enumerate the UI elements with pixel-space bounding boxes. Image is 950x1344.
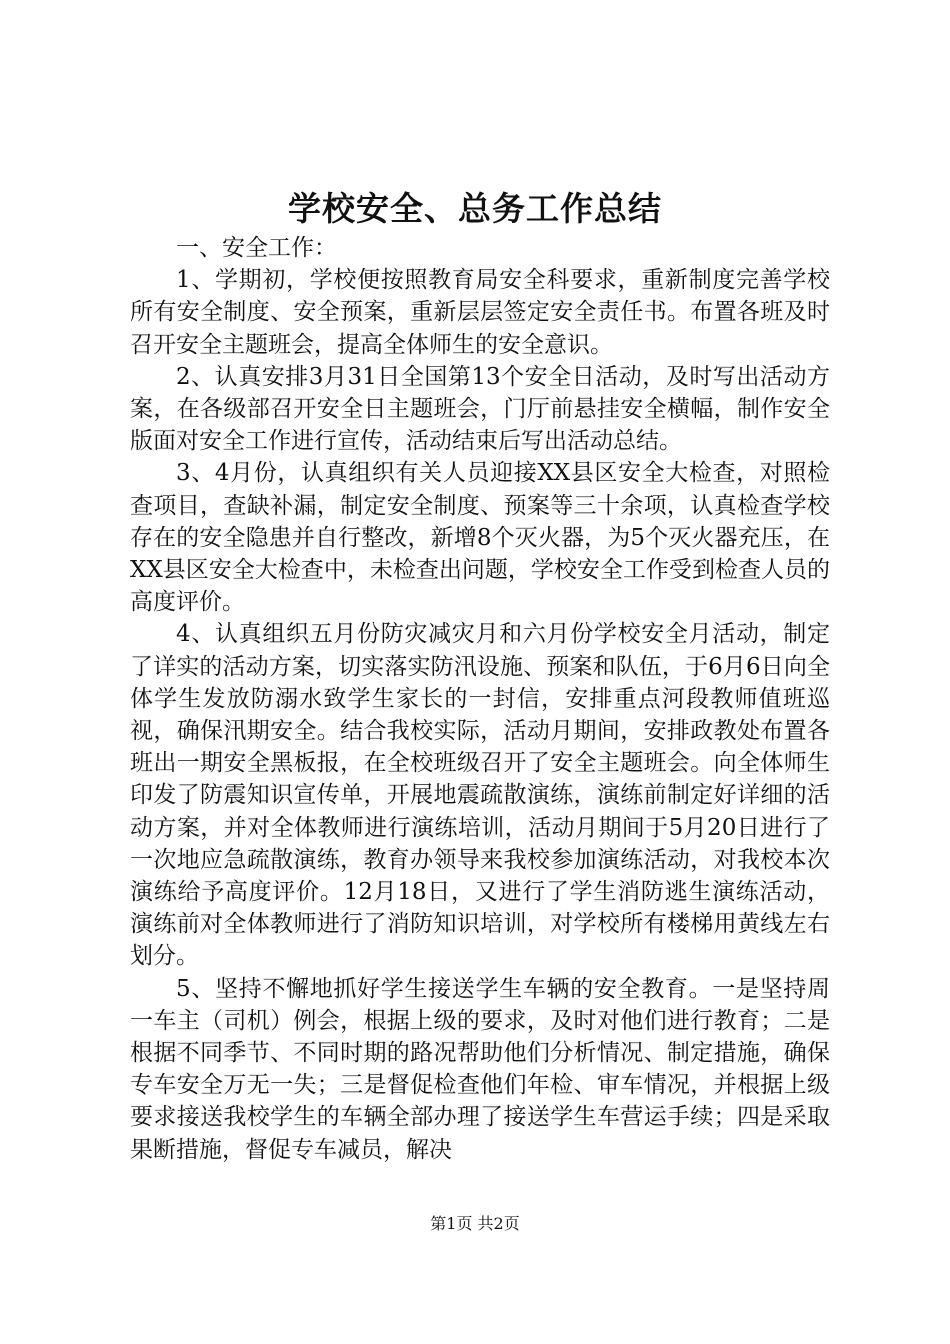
paragraph-item-5: 5、坚持不懈地抓好学生接送学生车辆的安全教育。一是坚持周一车主（司机）例会，根据上级的要求，及时对他们进行教育；二是根据不同季节、不同时期的路况帮助他们分析情况、制定措施，确保专车安全万无一失；三是督促检查他们年检、审车情况，并根据上级要求接送我校学生的车辆全部办理了接送学生车营运手续；四是采取果断措施，督促专车减员，解决 (130, 975, 830, 1163)
paragraph-item-2: 2、认真安排3月31日全国第13个安全日活动，及时写出活动方案，在各级部召开安全日主题班会，门厅前悬挂安全横幅，制作安全版面对安全工作进行宣传，活动结束后写出活动总结。 (130, 363, 830, 455)
section-heading-safety: 一、安全工作： (176, 235, 337, 261)
paragraph-item-1: 1、学期初，学校便按照教育局安全科要求，重新制度完善学校所有安全制度、安全预案，重新层层签定安全责任书。布置各班及时召开安全主题班会，提高全体师生的安全意识。 (130, 267, 830, 358)
page-number-footer: 第1页 共2页 (430, 1214, 520, 1233)
paragraph-item-4: 4、认真组织五月份防灾减灾月和六月份学校安全月活动，制定了详实的活动方案，切实落实防汛设施、预案和队伍，于6月6日向全体学生发放防溺水致学生家长的一封信，安排重点河段教师值班巡视，确保汛期安全。结合我校实际，活动月期间，安排政教处布置各班出一期安全黑板报，在全校班级召开了安全主题班会。向全体师生印发了防震知识宣传单，开展地震疏散演练，演练前制定好详细的活动方案，并对全体教师进行演练培训，活动月期间于5月20日进行了一次地应急疏散演练，教育办领导来我校参加演练活动，对我校本次演练给予高度评价。12月18日，又进行了学生消防逃生演练活动，演练前对全体教师进行了消防知识培训，对学校所有楼梯用黄线左右划分。 (130, 621, 830, 970)
paragraph-item-3: 3、4月份，认真组织有关人员迎接XX县区安全大检查，对照检查项目，查缺补漏，制定安全制度、预案等三十余项，认真检查学校存在的安全隐患并自行整改，新增8个灭火器，为5个灭火器充压，在XX县区安全大检查中，未检查出问题，学校安全工作受到检查人员的高度评价。 (130, 460, 830, 616)
document-body (130, 232, 830, 1166)
document-title: 学校安全、总务工作总结 (288, 189, 662, 228)
